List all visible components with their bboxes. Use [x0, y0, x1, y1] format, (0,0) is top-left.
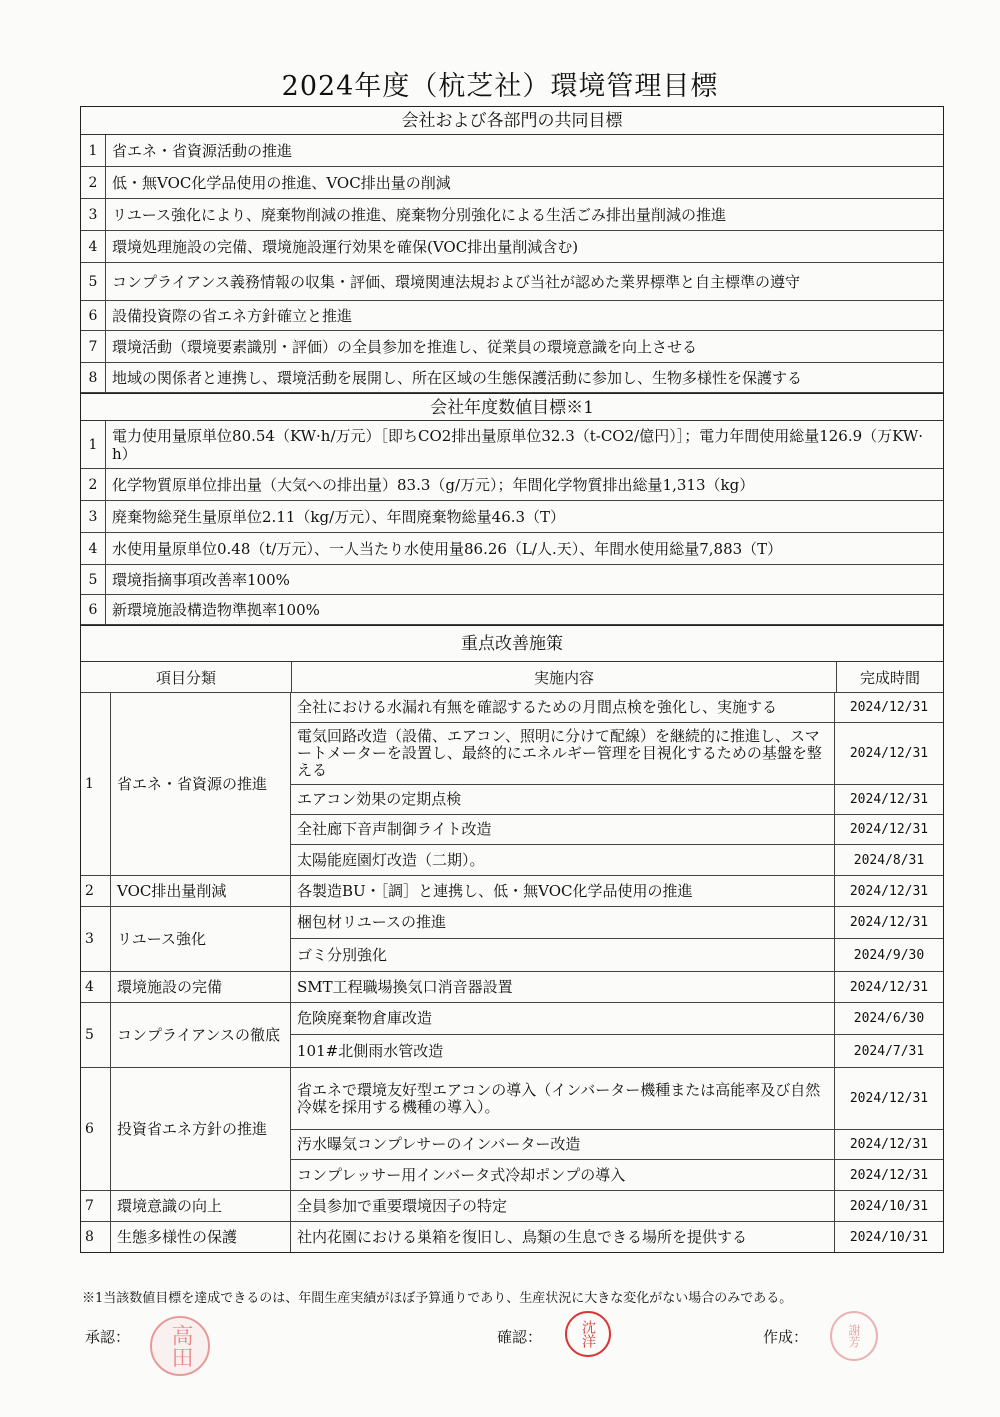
measure-item: [291, 1160, 943, 1190]
measure-action: SMT工程職場換気口消音器設置: [291, 972, 835, 1002]
group-category: 環境意識の向上: [111, 1191, 291, 1221]
common-goal-row: [81, 331, 943, 363]
measure-group: [81, 1068, 943, 1191]
measure-group: [81, 693, 943, 876]
targets-table: [80, 106, 944, 1253]
create-label: 作成：: [763, 1328, 809, 1346]
measure-action: 101#北側雨水管改造: [291, 1035, 835, 1067]
measure-item: [291, 876, 943, 906]
measure-item: [291, 1068, 943, 1130]
measure-action: 全社における水漏れ有無を確認するための月間点検を強化し、実施する: [291, 693, 835, 722]
measure-date: 2024/10/31: [849, 1198, 929, 1214]
row-number: 4: [81, 231, 106, 262]
common-goal-row: [81, 301, 943, 331]
measures-heading: 重点改善施策: [81, 626, 943, 662]
group-number: 7: [81, 1191, 111, 1221]
measure-item: [291, 1130, 943, 1160]
group-category: VOC排出量削減: [111, 876, 291, 906]
measure-item: [291, 972, 943, 1002]
common-goal-row: [81, 363, 943, 393]
measure-item: [291, 785, 943, 815]
goal-text-content: 省エネ・省資源活動の推進: [112, 142, 293, 160]
measure-date: 2024/7/31: [853, 1043, 925, 1059]
group-number: 5: [81, 1003, 111, 1067]
common-goal-row: [81, 263, 943, 301]
goal-text-content: 電力使用量原単位80.54（KW·h/万元）［即ちCO2排出量原単位32.3（t-CO2/億円）］；電力年間使用総量126.9（万KW·h）: [112, 427, 923, 463]
goal-text-content: 水使用量原単位0.48（t/万元）、一人当たり水使用量86.26（L/人.天）、年間水使用総量7,883（T）: [112, 540, 783, 558]
goal-text: [106, 199, 943, 230]
goal-text: [106, 331, 943, 362]
common-goal-row: [81, 167, 943, 199]
measure-date: 2024/12/31: [849, 1137, 929, 1152]
confirm-stamp-text: 沈洋: [580, 1320, 596, 1348]
measure-date: 2024/12/31: [849, 979, 929, 995]
goal-text-content: 環境指摘事項改善率100%: [112, 571, 290, 589]
measure-action: 社内花園における巣箱を復旧し、鳥類の生息できる場所を提供する: [291, 1222, 835, 1252]
row-number: 4: [81, 533, 106, 564]
goal-text-content: 低・無VOC化学品使用の推進、VOC排出量の削減: [112, 174, 451, 192]
measure-action: 各製造BU・［調］と連携し、低・無VOC化学品使用の推進: [291, 876, 835, 906]
numeric-goal-row: [81, 565, 943, 595]
goal-text-content: 環境処理施設の完備、環境施設運行効果を確保(VOC排出量削減含む): [112, 238, 579, 256]
measure-date: 2024/6/30: [853, 1011, 925, 1026]
measure-action: 全員参加で重要環境因子の特定: [291, 1191, 835, 1221]
measures-body: [81, 693, 943, 1252]
group-items: [291, 1003, 943, 1067]
group-number: 3: [81, 907, 111, 971]
col-category-header: 項目分類: [81, 662, 292, 692]
measure-item: [291, 907, 943, 939]
group-category: 生態多様性の保護: [111, 1222, 291, 1252]
goal-text: [106, 167, 943, 198]
group-number: 6: [81, 1068, 111, 1190]
goal-text: [106, 363, 943, 392]
group-items: [291, 972, 943, 1002]
row-number: 6: [81, 301, 106, 330]
row-number: 5: [81, 263, 106, 300]
measure-group: [81, 876, 943, 907]
group-number: 1: [81, 693, 111, 875]
numeric-goal-row: [81, 501, 943, 533]
group-category: 省エネ・省資源の推進: [111, 693, 291, 875]
goal-text: [106, 595, 943, 624]
group-items: [291, 1191, 943, 1221]
measures-section: [81, 625, 943, 1252]
group-number: 8: [81, 1222, 111, 1252]
measure-date: 2024/12/31: [849, 746, 929, 761]
col-action-header: 実施内容: [292, 662, 837, 692]
measure-action: 汚水曝気コンプレサーのインバーター改造: [291, 1130, 835, 1159]
goal-text-content: 廃棄物総発生量原単位2.11（kg/万元）、年間廃棄物総量46.3（T）: [112, 508, 566, 526]
row-number: 2: [81, 167, 106, 198]
measure-action: エアコン効果の定期点検: [291, 785, 835, 814]
measure-item: [291, 1222, 943, 1252]
row-number: 3: [81, 199, 106, 230]
measure-action: 全社廊下音声制御ライト改造: [291, 815, 835, 844]
goal-text: [106, 533, 943, 564]
numeric-goals-list: [81, 421, 943, 625]
group-category: リユース強化: [111, 907, 291, 971]
goal-text-content: 化学物質原単位排出量（大気への排出量）83.3（g/万元）；年間化学物質排出総量1,313（kg）: [112, 476, 755, 494]
measure-date: 2024/12/31: [849, 915, 929, 930]
goal-text-content: 環境活動（環境要素識別・評価）の全員参加を推進し、従業員の環境意識を向上させる: [112, 338, 698, 356]
measure-item: [291, 939, 943, 971]
goal-text-content: リユース強化により、廃棄物削減の推進、廃棄物分別強化による生活ごみ排出量削減の推進: [112, 206, 726, 224]
measure-item: [291, 815, 943, 845]
confirm-label: 確認：: [497, 1328, 543, 1346]
goal-text: [106, 301, 943, 330]
numeric-goals-heading: 会社年度数値目標※1: [81, 393, 943, 421]
row-number: 3: [81, 501, 106, 532]
row-number: 2: [81, 469, 106, 500]
goal-text: [106, 565, 943, 594]
numeric-goal-row: [81, 595, 943, 625]
measure-action: コンプレッサー用インバータ式冷却ポンプの導入: [291, 1160, 835, 1190]
footnote: ※1当該数値目標を達成できるのは、年間生産実績がほぼ予算通りであり、生産状況に大きな変化がない場合のみである。: [82, 1291, 793, 1306]
goal-text: [106, 469, 943, 500]
measure-group: [81, 1191, 943, 1222]
measure-action: 太陽能庭園灯改造（二期）。: [291, 845, 835, 875]
measure-date: 2024/12/31: [849, 1167, 929, 1183]
measure-item: [291, 1191, 943, 1221]
goal-text-content: 新環境施設構造物準拠率100%: [112, 601, 320, 619]
group-items: [291, 1222, 943, 1252]
group-category: 投資省エネ方針の推進: [111, 1068, 291, 1190]
approve-label: 承認：: [85, 1328, 131, 1346]
create-stamp: [830, 1311, 878, 1361]
numeric-goal-row: [81, 421, 943, 469]
goal-text: [106, 231, 943, 262]
measure-group: [81, 972, 943, 1003]
measure-group: [81, 907, 943, 972]
measures-header-row: [81, 662, 943, 693]
measure-date: 2024/12/31: [849, 700, 929, 715]
group-category: 環境施設の完備: [111, 972, 291, 1002]
row-number: 8: [81, 363, 106, 392]
col-date-header: 完成時間: [859, 668, 920, 687]
group-items: [291, 876, 943, 906]
common-goal-row: [81, 135, 943, 167]
measure-action: 梱包材リユースの推進: [291, 907, 835, 938]
measure-action: ゴミ分別強化: [291, 939, 835, 971]
group-number: 4: [81, 972, 111, 1002]
common-goals-heading: 会社および各部門の共同目標: [81, 107, 943, 135]
goal-text-content: 地域の関係者と連携し、環境活動を展開し、所在区域の生態保護活動に参加し、生物多様性を保護する: [112, 369, 803, 387]
goal-text: [106, 135, 943, 166]
measure-date: 2024/12/31: [849, 883, 929, 899]
measure-item: [291, 693, 943, 723]
approve-stamp-text: 高田: [168, 1324, 193, 1368]
measure-date: 2024/10/31: [849, 1229, 929, 1245]
measure-date: 2024/12/31: [849, 1091, 929, 1106]
goal-text: [106, 421, 943, 468]
approve-stamp: [150, 1316, 210, 1376]
measure-date: 2024/9/30: [853, 947, 925, 963]
measure-date: 2024/8/31: [853, 852, 925, 868]
measure-item: [291, 1035, 943, 1067]
measure-group: [81, 1222, 943, 1252]
measure-item: [291, 723, 943, 785]
measure-action: 省エネで環境友好型エアコンの導入（インバーター機種または高能率及び自然冷媒を採用する機種の導入）。: [291, 1068, 835, 1129]
measure-item: [291, 845, 943, 875]
goal-text: [106, 263, 943, 300]
numeric-goal-row: [81, 533, 943, 565]
confirm-stamp: [565, 1311, 611, 1357]
row-number: 1: [81, 135, 106, 166]
goal-text-content: コンプライアンス義務情報の収集・評価、環境関連法規および当社が認めた業界標準と自主標準の遵守: [112, 273, 801, 291]
goal-text-content: 設備投資際の省エネ方針確立と推進: [112, 307, 353, 325]
common-goals-list: [81, 135, 943, 393]
row-number: 6: [81, 595, 106, 624]
group-items: [291, 907, 943, 971]
row-number: 1: [81, 421, 106, 468]
group-items: [291, 693, 943, 875]
goal-text: [106, 501, 943, 532]
measure-date: 2024/12/31: [849, 822, 929, 837]
numeric-goal-row: [81, 469, 943, 501]
document-title: 2024年度（杭芝社）環境管理目標: [281, 71, 719, 102]
group-number: 2: [81, 876, 111, 906]
create-stamp-text: 謝芳: [847, 1324, 861, 1348]
measure-item: [291, 1003, 943, 1035]
common-goal-row: [81, 231, 943, 263]
group-category: コンプライアンスの徹底: [111, 1003, 291, 1067]
group-items: [291, 1068, 943, 1190]
measure-action: 電気回路改造（設備、エアコン、照明に分けて配線）を継続的に推進し、スマートメーターを設置し、最終的にエネルギー管理を目視化するための基盤を整える: [291, 723, 835, 784]
measure-group: [81, 1003, 943, 1068]
row-number: 5: [81, 565, 106, 594]
row-number: 7: [81, 331, 106, 362]
common-goal-row: [81, 199, 943, 231]
measure-action: 危険廃棄物倉庫改造: [291, 1003, 835, 1034]
measure-date: 2024/12/31: [849, 792, 929, 807]
